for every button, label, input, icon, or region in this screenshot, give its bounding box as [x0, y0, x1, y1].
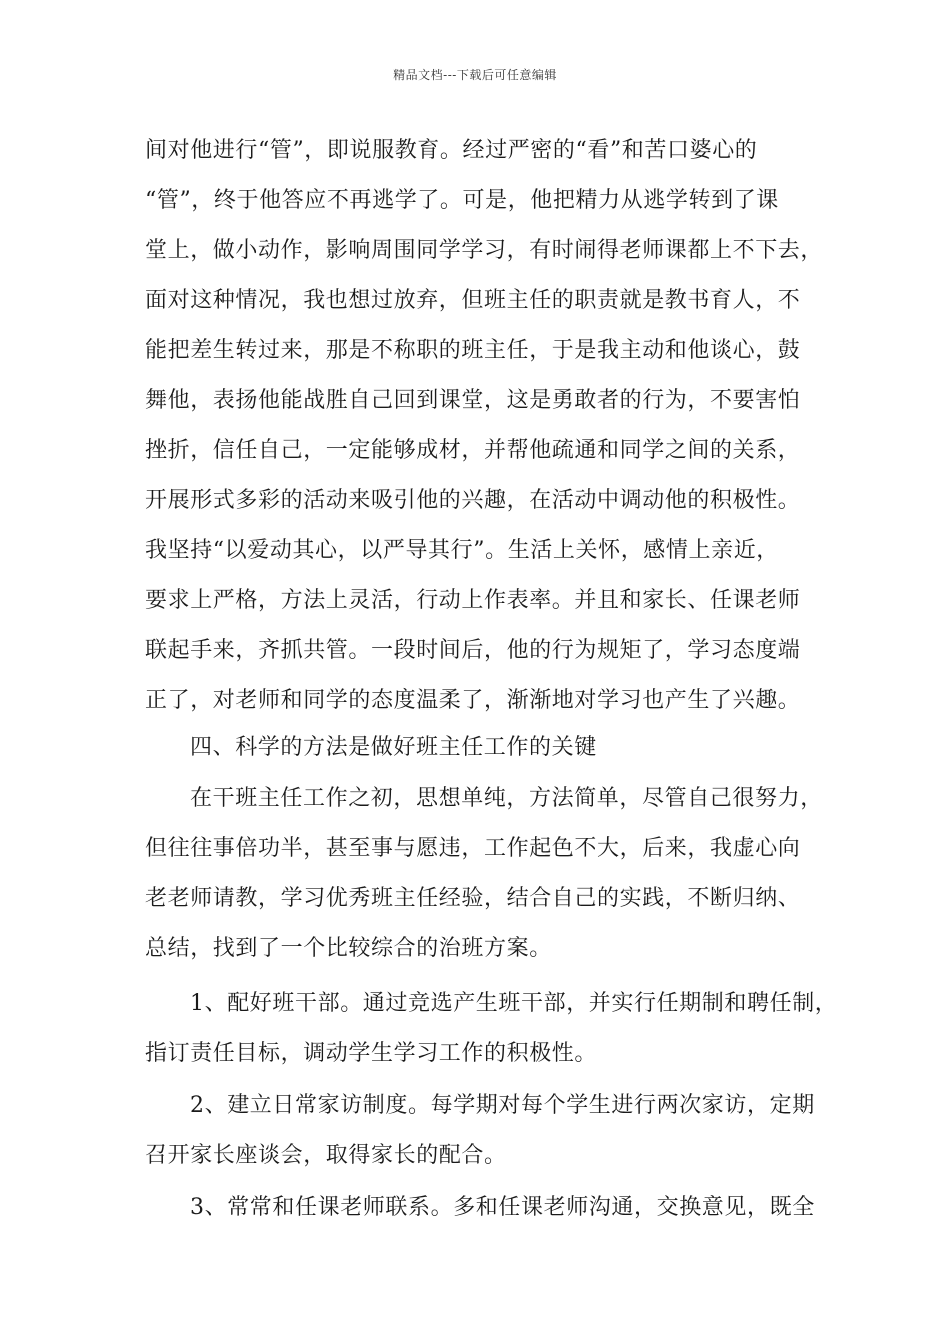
list-item-3: 3、常常和任课老师联系。多和任课老师沟通，交换意见，既全 [190, 1195, 815, 1220]
text-line: 开展形式多彩的活动来吸引他的兴趣，在活动中调动他的积极性。 [145, 488, 801, 513]
text-line: 老老师请教，学习优秀班主任经验，结合自己的实践，不断归纳、 [145, 886, 801, 911]
text-line: 挫折，信任自己，一定能够成材，并帮他疏通和同学之间的关系， [145, 438, 801, 463]
text-line: 间对他进行“管”，即说服教育。经过严密的“看”和苦口婆心的 [145, 138, 758, 163]
text-line: 指订责任目标，调动学生学习工作的积极性。 [145, 1041, 598, 1066]
text-line: 我坚持“以爱动其心，以严导其行”。生活上关怀，感情上亲近， [145, 538, 779, 563]
text-line: 堂上，做小动作，影响周围同学学习，有时闹得老师课都上不下去， [145, 238, 824, 263]
list-item-1: 1、配好班干部。通过竞选产生班干部，并实行任期制和聘任制， [190, 991, 838, 1016]
text-line: 正了，对老师和同学的态度温柔了，渐渐地对学习也产生了兴趣。 [145, 688, 801, 713]
text-line: 召开家长座谈会，取得家长的配合。 [145, 1143, 507, 1168]
text-line: 联起手来，齐抓共管。一段时间后，他的行为规矩了，学习态度端 [145, 638, 801, 663]
text-line: 面对这种情况，我也想过放弃，但班主任的职责就是教书育人，不 [145, 288, 801, 313]
text-line: 能把差生转过来，那是不称职的班主任，于是我主动和他谈心，鼓 [145, 338, 801, 363]
text-line: 但往往事倍功半，甚至事与愿违，工作起色不大，后来，我虚心向 [145, 836, 801, 861]
text-line: 总结，找到了一个比较综合的治班方案。 [145, 936, 552, 961]
text-line: “管”，终于他答应不再逃学了。可是，他把精力从逃学转到了课 [145, 188, 779, 213]
text-line: 舞他，表扬他能战胜自己回到课堂，这是勇敢者的行为，不要害怕 [145, 388, 801, 413]
text-line: 要求上严格，方法上灵活，行动上作表率。并且和家长、任课老师 [145, 588, 801, 613]
page-header: 精品文档---下载后可任意编辑 [393, 68, 557, 82]
list-item-2: 2、建立日常家访制度。每学期对每个学生进行两次家访，定期 [190, 1093, 815, 1118]
paragraph-first-line: 在干班主任工作之初，思想单纯，方法简单，尽管自己很努力， [190, 786, 823, 811]
section-heading: 四、科学的方法是做好班主任工作的关键 [190, 735, 597, 760]
